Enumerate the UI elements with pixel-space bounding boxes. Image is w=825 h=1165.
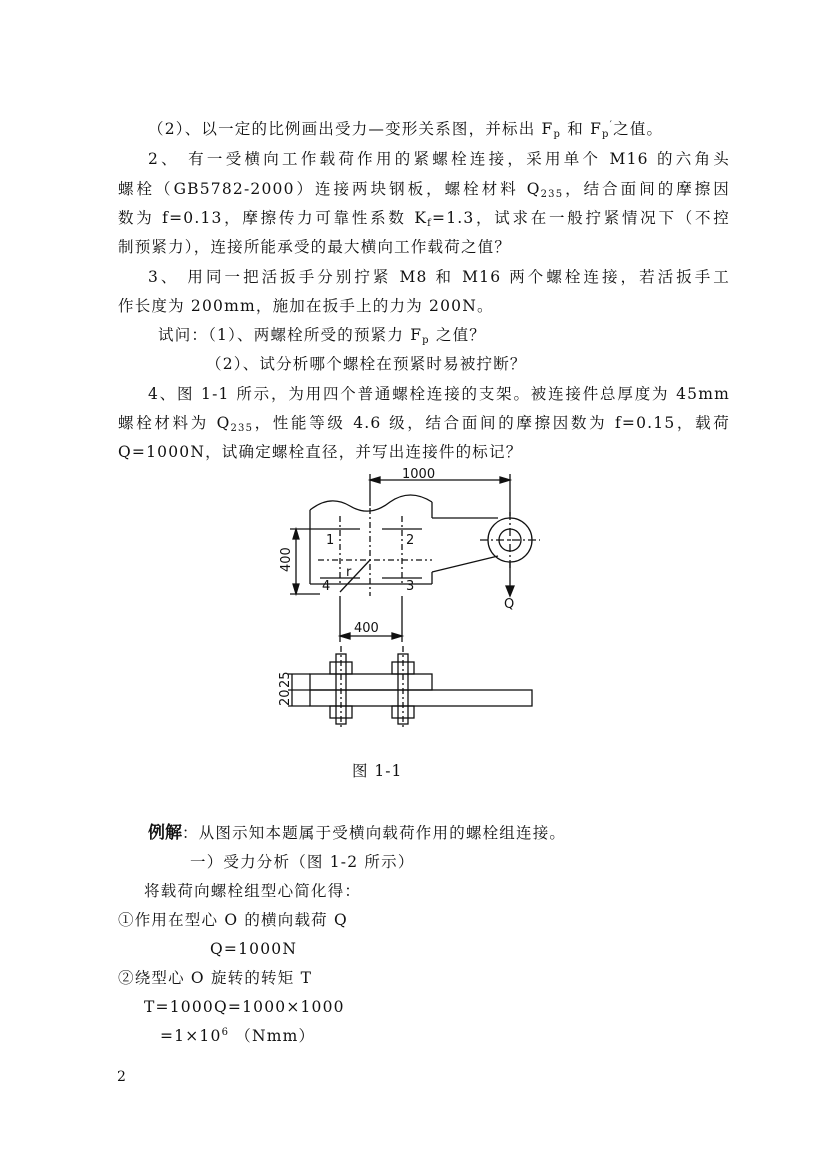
text-line: Q=1000N，试确定螺栓直径，并写出连接件的标记？ [118, 443, 523, 461]
text-line: 2、 有一受横向工作载荷作用的紧螺栓连接，采用单个 M16 的六角头 [148, 150, 730, 168]
dim-400-horizontal-label: 400 [354, 621, 379, 636]
text-line: 3、 用同一把活扳手分别拧紧 M8 和 M16 两个螺栓连接，若活扳手工 [148, 268, 730, 286]
text-line: 例解：从图示知本题属于受横向载荷作用的螺栓组连接。 [148, 823, 567, 843]
text-line: 4、图 1-1 所示，为用四个普通螺栓连接的支架。被连接件总厚度为 45mm [148, 385, 730, 403]
text-line: 试问：（1）、两螺栓所受的预紧力 $F_p$ 之值？ [158, 326, 486, 346]
text-line: Q=1000N [210, 940, 298, 958]
solution-label: 例解 [148, 823, 182, 843]
bolt-2-label: 2 [406, 533, 415, 548]
bracket-figure [270, 466, 560, 728]
text-line: ①作用在型心 O 的横向载荷 Q [118, 911, 348, 929]
dim-1000-label: 1000 [402, 467, 436, 482]
load-label: Q [504, 597, 515, 612]
text-line: 一）受力分析（图 1-2 所示） [190, 853, 415, 871]
text-line: （2）、试分析哪个螺栓在预紧时易被拧断？ [206, 355, 527, 373]
bolt-4-label: 4 [322, 579, 331, 594]
text-line: 螺栓（GB5782-2000）连接两块钢板，螺栓材料 $Q_{235}$，结合面间的摩擦因 [118, 180, 730, 200]
bolt-1-label: 1 [326, 533, 335, 548]
text-line: $=1\times 10^6$ （Nmm） [160, 1027, 316, 1045]
text-line: 螺栓材料为 $Q_{235}$，性能等级 4.6 级，结合面间的摩擦因数为 f=0.15，载荷 [118, 414, 730, 434]
text-line: 作长度为 200mm，施加在扳手上的力为 200N。 [118, 297, 494, 315]
text-line: 将载荷向螺栓组型心简化得： [144, 882, 362, 900]
dim-20-label: 20 [278, 689, 293, 706]
dim-25-label: 25 [278, 671, 293, 688]
bolt-3-label: 3 [406, 579, 415, 594]
page-number: 2 [117, 1069, 126, 1085]
radius-label: r [346, 565, 352, 580]
text-line: 数为 f=0.13，摩擦传力可靠性系数 $K_f=1.3$，试求在一般拧紧情况下（不控 [118, 209, 730, 229]
dim-400-vertical-label: 400 [279, 547, 294, 572]
text-line: T=1000Q=1000×1000 [144, 998, 345, 1016]
figure-caption: 图 1-1 [352, 762, 403, 780]
text-line: 制预紧力），连接所能承受的最大横向工作载荷之值？ [118, 238, 512, 256]
text-line: ②绕型心 O 旋转的转矩 T [118, 969, 313, 987]
text-line: （2）、以一定的比例画出受力—变形关系图，并标出 $F_p$ 和 $F_p'$之值。 [148, 120, 664, 140]
